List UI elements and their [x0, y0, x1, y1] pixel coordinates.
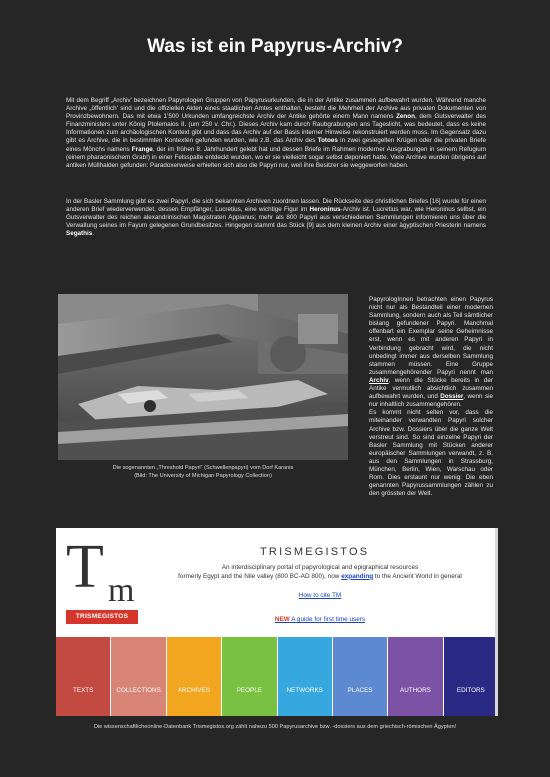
- threshold-papyri-photo: [58, 294, 348, 460]
- basel-paragraph: [66, 198, 486, 238]
- name-heroninus: Heroninus: [309, 206, 341, 214]
- text-run: In der Basler Sammlung gibt es zwei Papyri, die sich bekannten Archiven zuordnen lassen. Die Rückseite des christlichen Briefes [16] wurde für einen anderen Brief wiederverwendet, dessen Empfänger, Lucretius, eine wichtige Figur im: [66, 198, 486, 214]
- term-archiv: Archiv: [369, 376, 389, 384]
- tile-label: COLLECTIONS: [116, 687, 161, 694]
- tile-label: TEXTS: [73, 687, 94, 694]
- excavation-photo-image: [58, 294, 348, 460]
- name-frange: Frange: [131, 145, 153, 153]
- text-run: .: [92, 230, 94, 238]
- tile-texts[interactable]: [56, 637, 111, 716]
- trismegistos-logo-t: T: [66, 533, 104, 601]
- guide-label: A guide for first time users: [289, 616, 366, 623]
- first-time-guide-link[interactable]: [150, 616, 490, 623]
- name-segathis: Segathis: [66, 230, 93, 238]
- text-run: , wenn die Stücke bereits in der Antike vermutlich absichtlich zusammen aufbewahrt wurden, und: [369, 376, 493, 401]
- tile-editors[interactable]: [444, 637, 498, 716]
- text-run: , dem Gutsverwalter des Finanzministers unter König Ptolemaios II. (um 250 v. Chr.). Dieses Archiv kam durch Raubgrabungen ans Tageslicht, was bedeutet, dass es keine Informationen zum archäologischen Kontext gibt und dass das Archiv auf der Basis interner Hinweise rekonstruiert werden muss. Im Gegensatz dazu gibt es Archive, die in bestimmten Kontexten gefunden wurden, wie z.B. das Archiv des: [66, 113, 486, 145]
- tile-label: AUTHORS: [400, 687, 431, 694]
- caption-credit: (Bild: The University of Michigan Papyrology Collection): [134, 472, 272, 479]
- scrollbar[interactable]: [495, 528, 498, 716]
- trismegistos-heading: TRISMEGISTOS: [260, 546, 370, 558]
- page-title: Was ist ein Papyrus-Archiv?: [147, 36, 403, 57]
- trismegistos-logo-label: TRISMEGISTOS: [66, 610, 138, 624]
- text-run: -Archiv ist. Lucretius war, wie Heroninus selbst, ein Gutsverwalter des reichen alexandrinischen Magistraten Appianus; mehr als 800 Papyri aus verschiedenen Sammlungen informieren uns über die Verwaltung seines im Fayum gelegenen Grundbesitzes. Hingegen stammt das Stück [9] aus dem kleinen Archiv einer ägyptischen Priesterin namens: [66, 206, 486, 230]
- how-to-cite-link[interactable]: How to cite TM: [298, 592, 342, 599]
- tile-collections[interactable]: [111, 637, 166, 716]
- tile-label: NETWORKS: [286, 687, 323, 694]
- new-badge: NEW: [274, 616, 290, 623]
- trismegistos-description: [150, 564, 490, 582]
- text-run: Es kommt nicht selten vor, dass die miteinander verwandten Papyri solcher Archive bzw. Dossiers über die ganze Welt verstreut sind. So sind einzelne Papyri der Basler Sammlung mit Stücken anderer europäischer Sammlungen verwandt, z. B. aus den Sammlungen in Strassburg, München, Berlin, Wien, Warschau oder Rom. Dies erstaunt nur wenig: Die eben genannten Papyrussammlungen zählen zu den grössten der Welt.: [369, 409, 493, 498]
- text-run: , der im frühen 8. Jahrhundert gelebt hat und dessen Briefe im Rahmen moderner Ausgrabungen in seinem Refugium (einem pharaonischem Grab!) in einer Felsspalte entdeckt wurden, wo er sie vielleicht sogar selbst deponiert hatte. Viele Archive wurden übrigens auf antiken Müllhalden gefunden: Paradoxerweise erhielten sich also die Papyri nur, weil ihre Besitzer sie weggeworfen haben.: [66, 145, 486, 169]
- description-line: formerly Egypt and the Nile valley (800 BC-AD 800), now: [178, 572, 342, 580]
- caption-line: Die sogenannten „Threshold Papyri“ (Schwellenpapyri) vom Dorf Karanis: [112, 465, 294, 471]
- tile-label: PEOPLE: [236, 687, 262, 694]
- description-line: to the Ancient World in general: [373, 572, 462, 580]
- photo-caption: [58, 465, 348, 480]
- tile-authors[interactable]: [388, 637, 443, 716]
- tile-archives[interactable]: [167, 637, 222, 716]
- text-run: Mit dem Begriff „Archiv’ bezeichnen Papyrologen Gruppen von Papyrusurkunden, die in der Antike zusammen aufbewahrt wurden. Während manche Archive „öffentlich’ sind und die offiziellen Akten eines staatlichen Amtes enthalten, besteht die Mehrheit der Archive aus privaten Dokumenten von Provinzbewohnern. Das mit etwa 1’500 Urkunden umfangreichste Archiv der Antike gehörte einem Mann namens: [66, 97, 486, 121]
- text-run: in zwei gesiegelten Krügen oder die privaten Briefe eines Mönchs namens: [66, 137, 486, 153]
- tile-networks[interactable]: [278, 637, 333, 716]
- tile-people[interactable]: [222, 637, 277, 716]
- name-zenon: Zenon: [396, 113, 415, 121]
- trismegistos-nav-tiles: [56, 637, 498, 716]
- footer-caption: Die wissenschaftlicheonline-Datenbank Trismegistos.org zählt nahezu 500 Papyrusarchive bzw. -dossiers aus dem griechisch-römischen Ägypten!: [93, 724, 457, 730]
- term-dossier: Dossier: [440, 393, 464, 401]
- tile-label: PLACES: [347, 687, 373, 694]
- tile-label: EDITORS: [456, 687, 485, 694]
- intro-paragraph: [66, 97, 486, 170]
- text-run: , wenn sie nur inhaltlich zusammengehören.: [369, 393, 493, 409]
- trismegistos-logo-m: m: [108, 572, 135, 609]
- tile-places[interactable]: [333, 637, 388, 716]
- description-line: An interdisciplinary portal of papyrological and epigraphical resources: [221, 564, 419, 571]
- archive-definition-paragraph: [369, 296, 493, 498]
- name-totoes: Totoes: [317, 137, 338, 145]
- trismegistos-screenshot: [56, 528, 498, 716]
- text-run: PapyrologInnen betrachten einen Papyrus nicht nur als Bestandteil einer modernen Sammlung, sondern auch als Teil sämtlicher bislang gefundener Papyri. Manchmal offenbart ein Exemplar seine Geheimnisse erst, wenn es mit anderen Papyri in Verbindung gebracht wird, die nicht unbedingt immer aus derselben Sammlung stammen müssen. Eine Gruppe zusammengehörender Papyri nennt man: [369, 296, 493, 376]
- tile-label: ARCHIVES: [177, 687, 211, 694]
- expanding-link[interactable]: expanding: [341, 572, 374, 580]
